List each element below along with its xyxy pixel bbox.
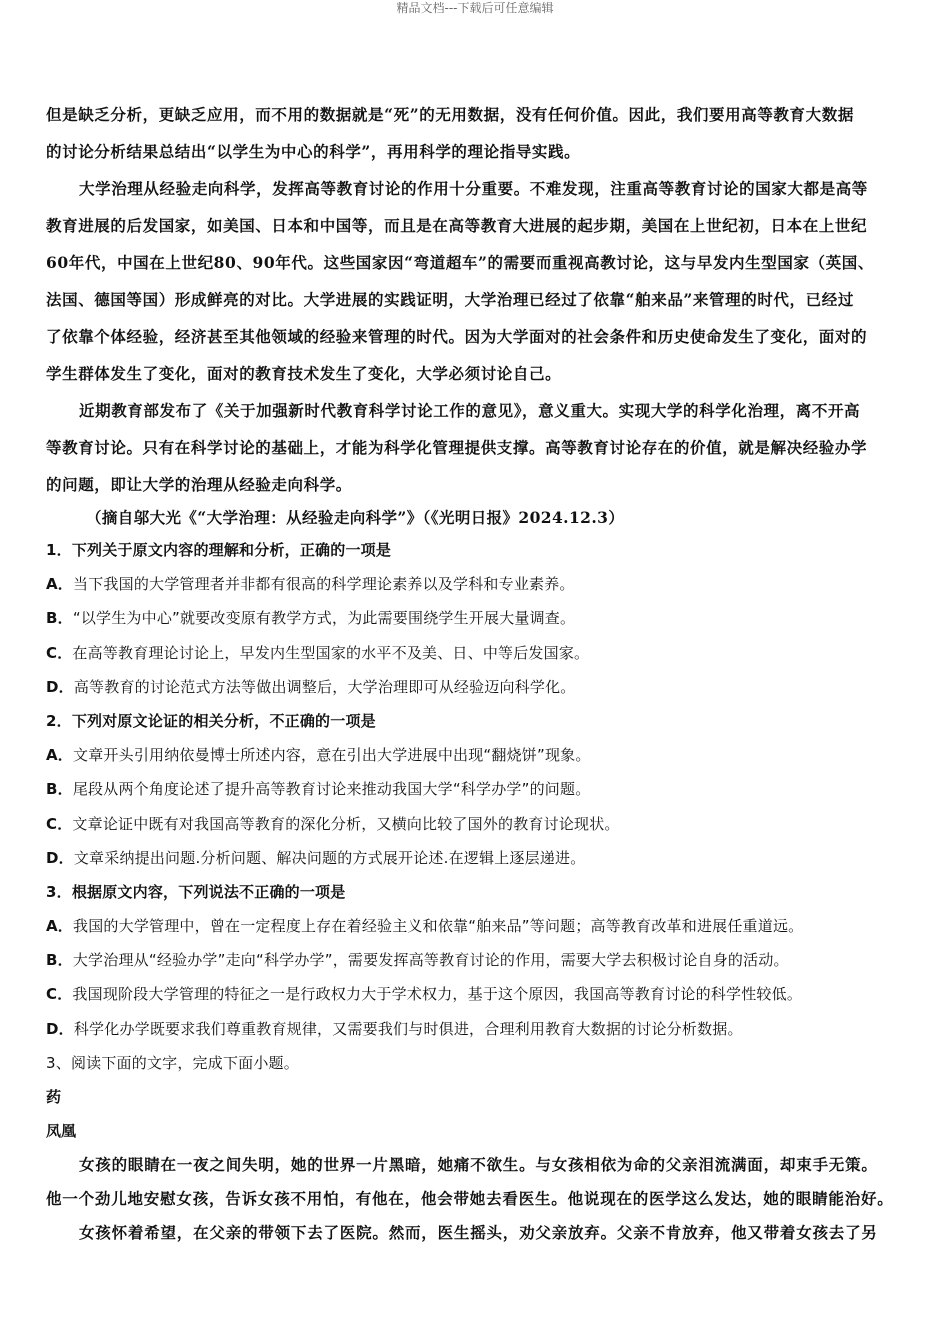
option-text: 我国现阶段大学管理的特征之一是行政权力大于学术权力，基于这个原因，我国高等教育讨论的科学性较低。 (72, 985, 803, 1004)
option-text: 文章开头引用纳依曼博士所述内容，意在引出大学进展中出现“翻烧饼”现象。 (73, 746, 591, 765)
option-d[interactable] (46, 1012, 906, 1046)
option-b[interactable] (46, 601, 906, 635)
option-text: 文章采纳提出问题.分析问题、解决问题的方式展开论述.在逻辑上逐层递进。 (73, 848, 586, 867)
option-label: A． (46, 575, 74, 594)
option-text: 尾段从两个角度论述了提升高等教育讨论来推动我国大学“科学办学”的问题。 (72, 780, 591, 799)
text-line: 女孩的眼睛在一夜之间失明，她的世界一片黑暗，她痛不欲生。与女孩相依为命的父亲泪流满面，却束手无策。 (79, 1155, 878, 1174)
option-label: B． (46, 951, 73, 970)
text-line: 他一个劲儿地安慰女孩，告诉女孩不用怕，有他在，他会带她去看医生。他说现在的医学这么发达，她的眼睛能治好。 (46, 1189, 894, 1208)
option-text: 我国的大学管理中，曾在一定程度上存在着经验主义和依靠“舶来品”等问题；高等教育改革和进展任重道远。 (73, 917, 804, 936)
text-line: 教育进展的后发国家，如美国、日本和中国等，而且是在高等教育大进展的起步期，美国在上世纪初，日本在上世纪 (46, 216, 868, 235)
option-text: “以学生为中心”就要改变原有教学方式，为此需要围绕学生开展大量调查。 (72, 609, 576, 628)
option-d[interactable] (46, 670, 906, 704)
question-2 (46, 704, 906, 875)
option-text: 当下我国的大学管理者并非都有很高的科学理论素养以及学科和专业素养。 (73, 575, 575, 594)
article-paragraph-2 (46, 170, 906, 392)
option-label: A． (46, 917, 74, 936)
story-author: 凤凰 (46, 1122, 77, 1140)
story-paragraph-1 (46, 1148, 906, 1216)
option-text: 科学化办学既要求我们尊重教育规律，又需要我们与时俱进，合理利用教育大数据的讨论分析数据。 (73, 1019, 743, 1038)
option-label: C． (46, 814, 73, 833)
story-paragraph-2 (46, 1216, 906, 1250)
option-label: D． (46, 1019, 74, 1038)
article (46, 96, 906, 533)
option-text: 在高等教育理论讨论上，早发内生型国家的水平不及美、日、中等后发国家。 (72, 643, 590, 662)
article-citation: （摘自邬大光《“大学治理：从经验走向科学”》（《光明日报》2024.12.3） (86, 508, 625, 527)
text-line: 了依靠个体经验，经济甚至其他领域的经验来管理的时代。因为大学面对的社会条件和历史使命发生了变化，面对的 (46, 327, 868, 346)
document-body (46, 96, 906, 1250)
page-header: 精品文档---下载后可任意编辑 (396, 1, 554, 15)
option-label: B． (46, 609, 73, 628)
question-3 (46, 875, 906, 1046)
option-c[interactable] (46, 636, 906, 670)
option-label: A． (46, 746, 74, 765)
option-text: 大学治理从“经验办学”走向“科学办学”，需要发挥高等教育讨论的作用，需要大学去积极讨论自身的活动。 (72, 951, 789, 970)
article-paragraph-3 (46, 392, 906, 503)
text-line: 大学治理从经验走向科学，发挥高等教育讨论的作用十分重要。不难发现，注重高等教育讨论的国家大都是高等 (79, 179, 868, 198)
text-line: 的讨论分析结果总结出“以学生为中心的科学”，再用科学的理论指导实践。 (46, 142, 581, 161)
option-label: D． (46, 848, 74, 867)
option-c[interactable] (46, 807, 906, 841)
text-line: 近期教育部发布了《关于加强新时代教育科学讨论工作的意见》，意义重大。实现大学的科学化治理，离不开高 (79, 401, 861, 420)
option-a[interactable] (46, 738, 906, 772)
option-text: 文章论证中既有对我国高等教育的深化分析，又横向比较了国外的教育讨论现状。 (72, 814, 620, 833)
story-title: 药 (46, 1088, 62, 1106)
text-line: 法国、德国等国）形成鲜亮的对比。大学进展的实践证明，大学治理已经过了依靠“舶来品”来管理的时代，已经过 (46, 290, 854, 309)
text-line: 60年代，中国在上世纪80、90年代。这些国家因“弯道超车”的需要而重视高教讨论，这与早发内生型国家（英国、 (46, 253, 874, 272)
section-instruction: 3、阅读下面的文字，完成下面小题。 (46, 1053, 299, 1072)
option-c[interactable] (46, 977, 906, 1011)
option-label: B． (46, 780, 73, 799)
option-text: 高等教育的讨论范式方法等做出调整后，大学治理即可从经验迈向科学化。 (73, 677, 576, 696)
option-d[interactable] (46, 841, 906, 875)
option-label: C． (46, 643, 73, 662)
text-line: 但是缺乏分析，更缺乏应用，而不用的数据就是“死”的无用数据，没有任何价值。因此，我们要用高等教育大数据 (46, 105, 854, 124)
option-a[interactable] (46, 909, 906, 943)
question-title: 1．下列关于原文内容的理解和分析，正确的一项是 (46, 541, 392, 559)
question-title: 3．根据原文内容，下列说法不正确的一项是 (46, 882, 346, 901)
text-line: 的问题，即让大学的治理从经验走向科学。 (46, 475, 352, 494)
question-title: 2．下列对原文论证的相关分析，不正确的一项是 (46, 711, 376, 730)
option-b[interactable] (46, 772, 906, 806)
text-line: 等教育讨论。只有在科学讨论的基础上，才能为科学化管理提供支撑。高等教育讨论存在的价值，就是解决经验办学 (46, 438, 868, 457)
option-b[interactable] (46, 943, 906, 977)
question-1 (46, 533, 906, 704)
reading-section (46, 1046, 906, 1250)
option-label: D． (46, 677, 74, 696)
text-line: 女孩怀着希望，在父亲的带领下去了医院。然而，医生摇头，劝父亲放弃。父亲不肯放弃，他又带着女孩去了另 (79, 1223, 878, 1242)
option-a[interactable] (46, 567, 906, 601)
text-line: 学生群体发生了变化，面对的教育技术发生了变化，大学必须讨论自己。 (46, 364, 562, 383)
article-paragraph-1 (46, 96, 906, 170)
option-label: C． (46, 985, 73, 1004)
